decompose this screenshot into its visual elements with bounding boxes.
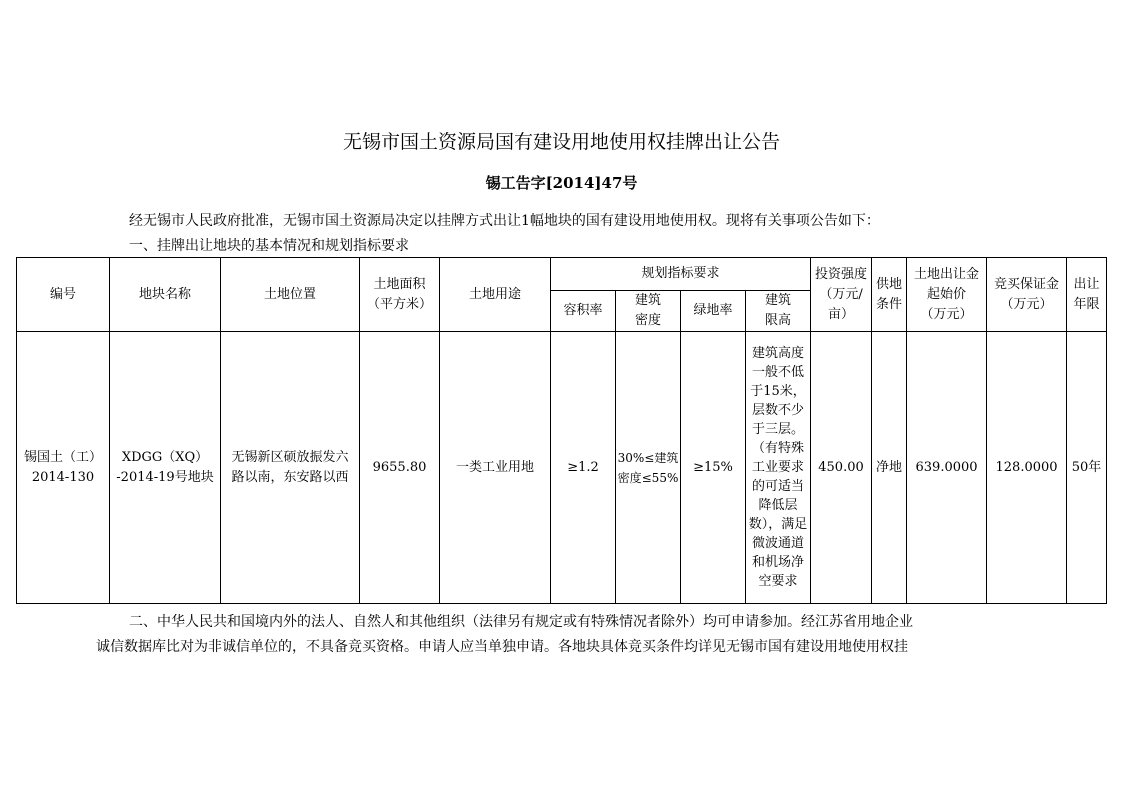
cell-density: [616, 332, 681, 604]
header-density-line: 建筑: [634, 293, 661, 308]
cell-height-line: 于15米，: [750, 384, 806, 399]
cell-height: [746, 332, 811, 604]
cell-height-line: 建筑高度: [752, 346, 805, 361]
header-height-line: 建筑: [765, 293, 792, 308]
document-number: 锡工告字[2014]47号: [485, 174, 638, 192]
header-density: [616, 291, 681, 332]
table-row: [17, 332, 1107, 604]
page-title: 无锡市国土资源局国有建设用地使用权挂牌出让公告: [342, 131, 780, 153]
cell-height-line: 于三层。: [752, 422, 805, 437]
cell-price: 639.0000: [907, 332, 987, 604]
header-area-line: （平方米）: [366, 296, 432, 312]
header-price-line: 起始价: [927, 286, 967, 302]
cell-name: [110, 332, 221, 604]
cell-height-line: 工业要求: [752, 460, 805, 475]
section-heading: 一、挂牌出让地块的基本情况和规划指标要求: [129, 238, 409, 254]
header-far: 容积率: [551, 291, 616, 332]
header-height-line: 限高: [765, 313, 792, 328]
cell-density-line: 30%≤建筑: [617, 450, 679, 465]
header-invest-line: 亩）: [828, 306, 855, 322]
land-table: [16, 257, 1107, 604]
header-price: [907, 258, 987, 332]
header-name: 地块名称: [110, 258, 221, 332]
cell-code: [17, 332, 110, 604]
cell-height-line: 空要求: [758, 574, 798, 589]
cell-far: ≥1.2: [551, 332, 616, 604]
header-planning: 规划指标要求: [551, 258, 811, 291]
header-location: 土地位置: [221, 258, 360, 332]
header-area-line: 土地面积: [373, 276, 426, 292]
cell-area: 9655.80: [360, 332, 440, 604]
header-term-line: 年限: [1073, 296, 1100, 312]
header-term: [1067, 258, 1107, 332]
cell-height-line: （有特殊: [752, 441, 805, 456]
cell-use: 一类工业用地: [440, 332, 551, 604]
cell-location: [221, 332, 360, 604]
cell-deposit: 128.0000: [987, 332, 1067, 604]
cell-height-line: 一般不低: [752, 365, 805, 380]
header-deposit: [987, 258, 1067, 332]
header-invest-line: 投资强度: [815, 266, 868, 282]
intro-paragraph: 经无锡市人民政府批准，无锡市国土资源局决定以挂牌方式出让1幅地块的国有建设用地使用权。现将有关事项公告如下：: [129, 213, 880, 229]
header-density-line: 密度: [634, 313, 661, 328]
header-supply: [872, 258, 907, 332]
cell-name-line: XDGG（XQ）: [121, 449, 209, 465]
table-header-row: [17, 258, 1107, 291]
header-supply-line: 条件: [876, 296, 903, 312]
cell-term: 50年: [1067, 332, 1107, 604]
header-deposit-line: （万元）: [1000, 296, 1053, 312]
cell-height-line: 降低层: [758, 498, 798, 513]
cell-name-line: -2014-19号地块: [116, 469, 214, 485]
header-code: 编号: [17, 258, 110, 332]
cell-code-line: 锡国土（工）: [23, 449, 102, 465]
header-invest: [811, 258, 872, 332]
header-green: 绿地率: [681, 291, 746, 332]
cell-density-line: 密度≤55%: [617, 470, 679, 485]
header-invest-line: （万元/: [819, 286, 863, 302]
header-term-line: 出让: [1073, 276, 1100, 292]
cell-height-line: 和机场净: [752, 555, 805, 570]
header-deposit-line: 竞买保证金: [994, 276, 1060, 292]
cell-location-line: 路以南，东安路以西: [231, 469, 349, 485]
cell-height-line: 微波通道: [752, 536, 805, 551]
header-height: [746, 291, 811, 332]
header-price-line: （万元）: [920, 306, 973, 322]
header-use: 土地用途: [440, 258, 551, 332]
cell-invest: 450.00: [811, 332, 872, 604]
header-price-line: 土地出让金: [914, 266, 980, 282]
cell-supply: 净地: [872, 332, 907, 604]
cell-location-line: 无锡新区硕放振发六: [231, 449, 349, 465]
paragraph-two-line: 二、中华人民共和国境内外的法人、自然人和其他组织（法律另有规定或有特殊情况者除外）均可申请参加。经江苏省用地企业: [129, 614, 913, 630]
cell-height-line: 层数不少: [752, 403, 805, 418]
cell-code-line: 2014-130: [31, 469, 95, 485]
cell-height-line: 数），满足: [748, 517, 808, 532]
header-supply-line: 供地: [876, 276, 903, 292]
paragraph-two-line: 诚信数据库比对为非诚信单位的，不具备竞买资格。申请人应当单独申请。各地块具体竞买条件均详见无锡市国有建设用地使用权挂: [96, 639, 908, 655]
cell-height-line: 的可适当: [752, 479, 805, 494]
header-area: [360, 258, 440, 332]
cell-green: ≥15%: [681, 332, 746, 604]
